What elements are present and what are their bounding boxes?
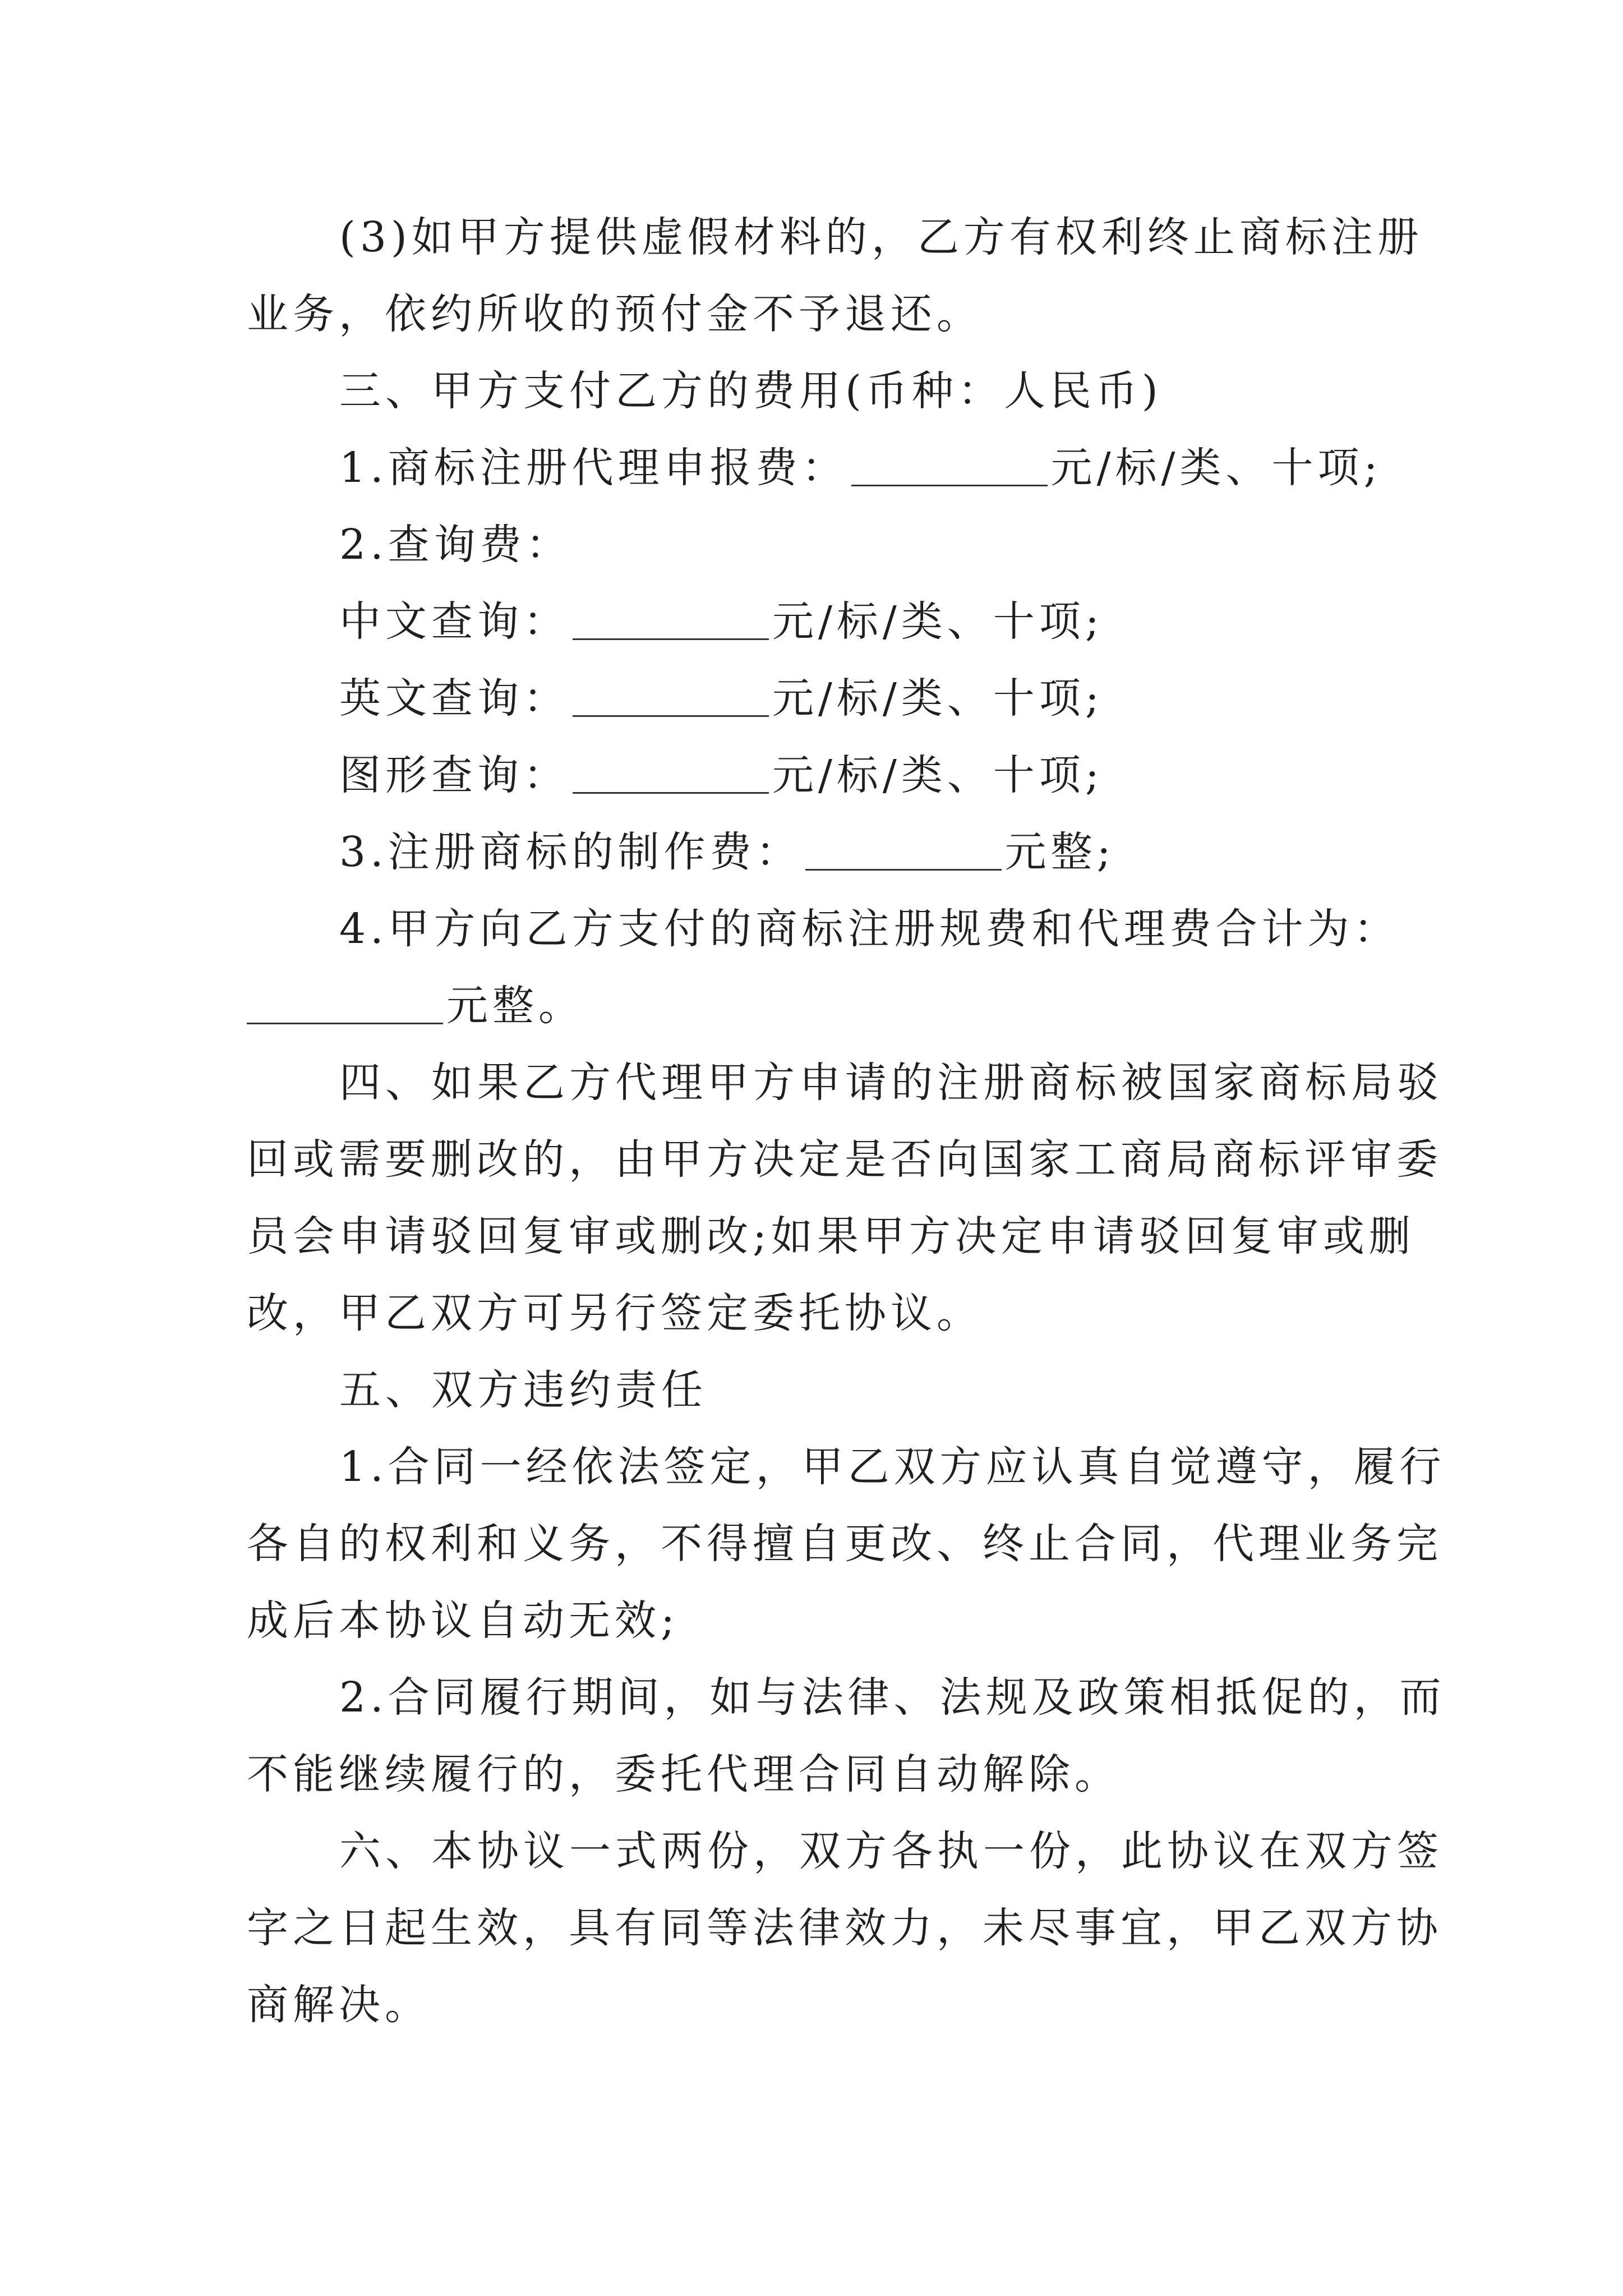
fee-unit: 元整。	[446, 982, 584, 1030]
paragraph-line: 回或需要删改的，由甲方决定是否向国家工商局商标评审委	[247, 1135, 1442, 1184]
fee-unit: 元/标/类、十项;	[772, 597, 1104, 646]
fee-line-query: 2.查询费：	[339, 521, 572, 569]
section-heading-liability: 五、双方违约责任	[339, 1366, 707, 1414]
fee-unit: 元/标/类、十项;	[772, 674, 1104, 723]
document-body	[247, 199, 1446, 2044]
fee-line-production	[247, 814, 1396, 891]
fee-line-total-amount	[247, 968, 1396, 1045]
paragraph-line: 商解决。	[247, 1981, 431, 2029]
paragraph-line: 成后本协议自动无效;	[247, 1596, 679, 1645]
fee-label: 图形查询：	[339, 751, 569, 799]
fee-line-total: 4.甲方向乙方支付的商标注册规费和代理费合计为：	[339, 905, 1400, 953]
paragraph-line: (3)如甲方提供虚假材料的，乙方有权利终止商标注册	[339, 213, 1423, 261]
fee-unit: 元整;	[1004, 828, 1115, 876]
paragraph-line: 各自的权利和义务，不得擅自更改、终止合同，代理业务完	[247, 1520, 1442, 1568]
blank-field	[851, 485, 1048, 486]
fee-unit: 元/标/类、十项;	[1050, 444, 1382, 492]
paragraph-line: 业务，依约所收的预付金不予退还。	[247, 290, 983, 338]
paragraph-line: 员会申请驳回复审或删改;如果甲方决定申请驳回复审或删	[247, 1212, 1415, 1260]
blank-field	[247, 1023, 443, 1024]
paragraph-line: 四、如果乙方代理甲方申请的注册商标被国家商标局驳	[339, 1059, 1443, 1107]
fee-label: 英文查询：	[339, 674, 569, 723]
blank-field	[573, 715, 769, 717]
paragraph-line: 2.合同履行期间，如与法律、法规及政策相抵促的，而	[339, 1673, 1446, 1722]
fee-line-chinese-query	[247, 583, 1396, 660]
fee-label: 中文查询：	[339, 597, 569, 646]
blank-field	[573, 638, 769, 640]
paragraph-line: 不能继续履行的，委托代理合同自动解除。	[247, 1750, 1121, 1798]
paragraph-line: 六、本协议一式两份，双方各执一份，此协议在双方签	[339, 1827, 1443, 1875]
fee-line-graphic-query	[247, 737, 1396, 814]
paragraph-line: 1.合同一经依法签定，甲乙双方应认真自觉遵守，履行	[339, 1443, 1446, 1491]
blank-field	[573, 792, 769, 794]
fee-label: 1.商标注册代理申报费：	[339, 444, 848, 492]
fee-unit: 元/标/类、十项;	[772, 751, 1104, 799]
paragraph-line: 改，甲乙双方可另行签定委托协议。	[247, 1289, 983, 1337]
blank-field	[805, 869, 1002, 871]
fee-line-english-query	[247, 660, 1396, 737]
fee-line-application	[247, 430, 1396, 507]
fee-label: 3.注册商标的制作费：	[339, 828, 802, 876]
paragraph-line: 字之日起生效，具有同等法律效力，未尽事宜，甲乙双方协	[247, 1904, 1442, 1952]
section-heading-fees: 三、甲方支付乙方的费用(币种：人民币)	[339, 367, 1163, 415]
